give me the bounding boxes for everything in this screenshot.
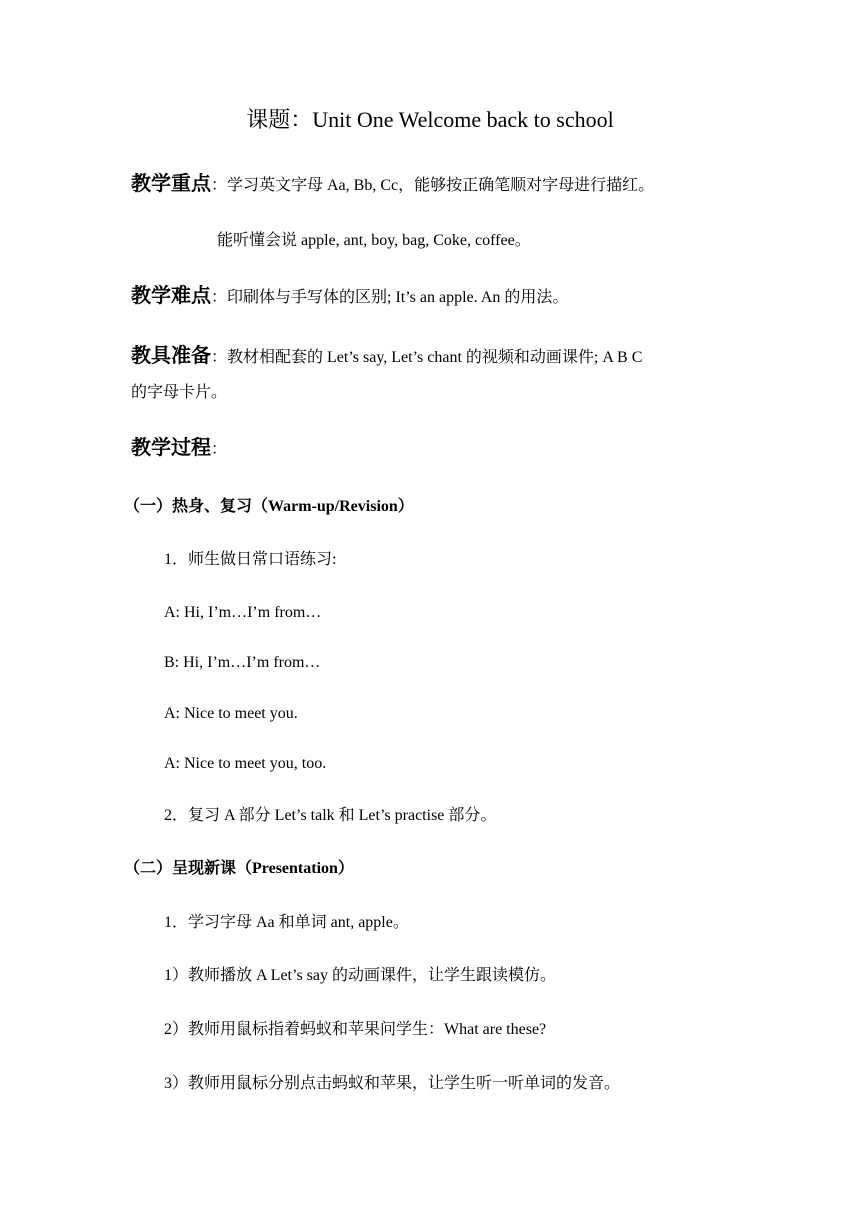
section-1-heading: （一）热身、复习（Warm-up/Revision） (124, 498, 414, 515)
section-2-item: 3）教师用鼠标分别点击蚂蚁和苹果，让学生听一听单词的发音。 (164, 1075, 621, 1092)
section-1-item: A: Hi, I’m…I’m from… (164, 604, 322, 621)
preparation-text-1: ：教材相配套的 Let’s say, Let’s chant 的视频和动画课件; A B C (211, 349, 643, 366)
preparation-line-1 (131, 346, 642, 368)
page-title: 课题：Unit One Welcome back to school (246, 107, 614, 132)
section-1-item: 1．师生做日常口语练习: (164, 551, 337, 568)
section-1-item: 2．复习 A 部分 Let’s talk 和 Let’s practise 部分。 (164, 807, 497, 824)
section-1-item: B: Hi, I’m…I’m from… (164, 654, 321, 671)
section-2-item: 1．学习字母 Aa 和单词 ant, apple。 (164, 914, 409, 931)
preparation-label: 教具准备 (131, 345, 211, 367)
preparation-line-2: 的字母卡片。 (131, 384, 228, 401)
key-points-text-1: ：学习英文字母 Aa, Bb, Cc，能够按正确笔顺对字母进行描红。 (211, 177, 655, 194)
difficulties-line (131, 286, 568, 308)
section-2-item: 1）教师播放 A Let’s say 的动画课件，让学生跟读模仿。 (164, 967, 556, 984)
process-label: 教学过程 (131, 437, 211, 459)
key-points-line-1 (131, 174, 654, 196)
difficulties-label: 教学难点 (131, 285, 211, 307)
process-colon: ： (211, 441, 228, 458)
section-1-item: A: Nice to meet you. (164, 705, 298, 722)
key-points-line-2: 能听懂会说 apple, ant, boy, bag, Coke, coffee。 (217, 232, 531, 249)
key-points-label: 教学重点 (131, 173, 211, 195)
process-heading (131, 438, 227, 460)
difficulties-text: ：印刷体与手写体的区别; It’s an apple. An 的用法。 (211, 289, 569, 306)
section-1-item: A: Nice to meet you, too. (164, 755, 327, 772)
section-2-heading: （二）呈现新课（Presentation） (124, 860, 354, 877)
section-2-item: 2）教师用鼠标指着蚂蚁和苹果问学生：What are these? (164, 1021, 547, 1038)
